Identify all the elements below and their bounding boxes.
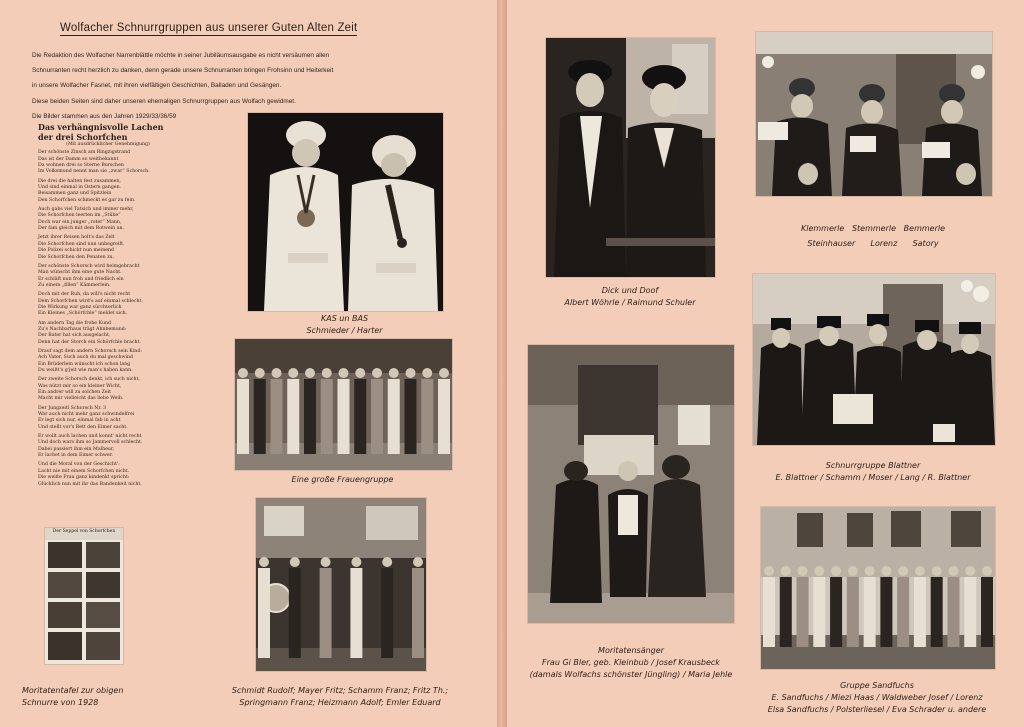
poem-line: Zu einem „fillen“ Kämmerlein. (38, 282, 111, 288)
figure-body (338, 379, 350, 454)
caption-kas-bas: KAS un BAS Schmieder / Harter (306, 314, 383, 335)
poem-title: Das verhängnisvolle Lachen der drei Schorfchen (38, 122, 164, 142)
figure-body (412, 568, 424, 658)
poem (38, 122, 178, 491)
poem-stanza (38, 207, 178, 232)
poem-line: Doch mit der Ruh, da will's nicht recht (38, 292, 131, 298)
poem-line: Glücklich nun mit ihr das Bandenkeit nicht. (38, 481, 142, 487)
poem-line: War auch nicht mehr ganz schwindelfrei (38, 412, 135, 418)
poem-line: Zu's Nachbarhaus trägt Ahnbemund: (38, 326, 127, 332)
poem-line: Der zweite Schorsch denkt, ich such nicht, (38, 377, 140, 383)
figure-body (320, 568, 332, 658)
figure-body (763, 577, 775, 647)
poem-stanza (38, 292, 178, 317)
poem-line: Und doch wars ihm so Jammervoll schlecht. (38, 440, 143, 446)
poem-body (38, 150, 178, 488)
poem-line: Die weiße Frau ganz kindenkt spricht: (38, 475, 130, 481)
poem-stanza (38, 462, 178, 487)
figure-body (421, 379, 433, 454)
poem-line: Auch gabs viel Tatsich und immer mehr, (38, 207, 134, 213)
figure-body (864, 577, 876, 647)
poem-line: Im Volksmund nennt man sie „zwar“ Schorsch. (38, 169, 150, 175)
figure-body (321, 379, 333, 454)
figure-head (831, 566, 841, 576)
poem-line: Der schönste Schorsch wird heimgebracht (38, 263, 140, 269)
figure-body (237, 379, 249, 454)
poem-line: Die Polizei schickt nun meinend (38, 248, 115, 254)
caption-klemmerle: Klemmerle Stemmerle Bemmerle Steinhauser Lorenz Satory (800, 224, 946, 248)
poem-line: Ach Vater, Such auch du mal geschwind (38, 355, 134, 361)
poem-stanza (38, 150, 178, 175)
photo-moritatensaenger (527, 344, 735, 624)
poem-line: Er wollt auch lachen und konnt' nicht recht (38, 434, 142, 440)
poem-line: Und sind einmal in Ostern gangen. (38, 185, 122, 191)
poem-line: Der Bater hat sich ausgelacht, (38, 333, 111, 339)
figure-head (798, 566, 808, 576)
poem-line: Er lachet in dem Eimer schwer. (38, 453, 113, 459)
poem-subtitle: (Mit ausdrücklicher Genehmigung) (66, 142, 150, 147)
caption-frauengruppe: Eine große Frauengruppe (291, 475, 394, 484)
figure-head (413, 557, 423, 567)
photo-klemmerle (755, 31, 993, 197)
figure-body (438, 379, 450, 454)
figure-body (271, 379, 283, 454)
figure-head (339, 368, 349, 378)
photo-sandfuchs (760, 506, 996, 670)
figure-head (814, 566, 824, 576)
poem-line: Die drei die halten fest zusammen, (38, 178, 121, 184)
figure-body (880, 577, 892, 647)
page-title: Wolfacher Schnurrgruppen aus unserer Guten Alten Zeit (60, 22, 358, 34)
page-fold (497, 0, 507, 727)
photo-band (255, 497, 427, 672)
poem-line: Die Wirkung war ganz sürchterlich (38, 304, 122, 310)
figure-head (982, 566, 992, 576)
poem-line: Du weißt's g'jeit wie man's haben kann. (38, 368, 133, 373)
figure-body (797, 577, 809, 647)
poem-line: Beisammen ganz und Spitzlein (38, 191, 112, 197)
tafel-header: Der Seppel von Schorfchen (52, 529, 116, 534)
caption-dick-doof: Dick und Doof Albert Wöhrle / Raimund Schuler (564, 286, 696, 307)
figure-head (764, 566, 774, 576)
figure-body (813, 577, 825, 647)
poem-line: Den Schorfchen schmeckt es gar zu fein. (38, 197, 136, 203)
figure-body (350, 568, 362, 658)
figure-head (355, 368, 365, 378)
caption-blattner: Schnurrgruppe Blattner E. Blattner / Schamm / Moser / Lang / R. Blattner (775, 461, 971, 482)
poem-line: Denn hat der Storch ein Schörfchle bracht. (38, 339, 141, 345)
poem-line: Macht mir vielleicht das liebe Weib. (38, 396, 124, 402)
poem-line: Dabei passiert ihm ein Malheur, (38, 446, 115, 452)
figure-body (780, 577, 792, 647)
figure-head (932, 566, 942, 576)
figure-head (865, 566, 875, 576)
poem-stanza (38, 349, 178, 374)
moritatentafel-image (44, 527, 124, 665)
poem-line: Jetzt ihrer Reisen holt's das Zelt (38, 235, 115, 241)
poem-line: Doch war ein junger „roter“ Mann, (38, 219, 122, 225)
figure-head (422, 368, 432, 378)
figure-head (321, 557, 331, 567)
figure-head (238, 368, 248, 378)
figure-head (290, 557, 300, 567)
poem-line: Er legt sich nur, einmal fab in acht (38, 418, 121, 424)
poem-line: Er schläft nun froh und friedlich ein (38, 276, 124, 282)
poem-line: Am andern Tag die frohe Kund (38, 320, 111, 326)
poem-stanza (38, 235, 178, 260)
poem-line: Die Schorfchen leerten im „Stübe“ (38, 213, 121, 219)
photo-dick-doof (545, 37, 716, 278)
poem-stanza (38, 179, 178, 204)
poem-line: Und die Moral von der Geschicht': (38, 462, 120, 468)
figure-body (981, 577, 993, 647)
figure-head (305, 368, 315, 378)
intro-line: Diese beiden Seiten sind daher unseren ehemaligen Schnurrgruppen aus Wolfach gewidmet. (32, 97, 296, 105)
poem-line: Ein Kleines „Schörfchle“ meldet sich. (38, 311, 128, 317)
photo-kas-bas (247, 112, 444, 312)
figure-head (272, 368, 282, 378)
poem-line: Dem Schorfchen wird's auf einmal schlecht. (38, 298, 143, 304)
figure-head (948, 566, 958, 576)
poem-line: Der fam gleich mit dem Rotwein an. (38, 226, 124, 232)
figure-body (931, 577, 943, 647)
figure-body (947, 577, 959, 647)
figure-body (897, 577, 909, 647)
figure-head (259, 557, 269, 567)
poem-line: Ein Brüderlein wünscht ich schon lang (38, 361, 131, 367)
figure-body (254, 379, 266, 454)
poem-line: Man wünscht ihm eine gute Nacht. (38, 270, 122, 276)
caption-sandfuchs: Gruppe Sandfuchs E. Sandfuchs / Miezi Haas / Waldweber Josef / Lorenz Elsa Sandfuchs / Polsterliesel / Eva Schrader u. andere (767, 681, 987, 714)
figure-head (288, 368, 298, 378)
poem-stanza (38, 434, 178, 459)
poem-line: Drauf sagt dem andern Schorsch sein Kind: (38, 348, 142, 354)
figure-body (847, 577, 859, 647)
intro-line: Die Bilder stammen aus den Jahren 1929/33/36/59 (32, 112, 177, 120)
figure-head (915, 566, 925, 576)
poem-stanza (38, 264, 178, 289)
figure-head (389, 368, 399, 378)
figure-head (372, 368, 382, 378)
figure-head (965, 566, 975, 576)
figure-head (848, 566, 858, 576)
poem-stanza (38, 406, 178, 431)
caption-moritatentafel: Moritatentafel zur obigen Schnurre von 1928 (22, 686, 124, 707)
figure-body (964, 577, 976, 647)
poem-line: Und stellt vor's Bett den Eimer sacht. (38, 424, 128, 430)
poem-line: Die Schorfchen den Penaten zu. (38, 254, 115, 260)
figure-body (258, 568, 270, 658)
intro-line: Die Redaktion des Wolfacher Narrenblättle möchte in seiner Jubiläumsausgabe es nicht versäumen allen (32, 52, 330, 59)
figure-head (898, 566, 908, 576)
intro-line: in unsere Wolfacher Fasnet, mit ihren vielfältigen Geschichten, Balladen und Gesängen. (32, 82, 282, 90)
figure-head (322, 368, 332, 378)
poem-line: Ein andrer will zu solchen Zeit (38, 390, 112, 396)
figure-head (406, 368, 416, 378)
poem-stanza (38, 321, 178, 346)
figure-head (781, 566, 791, 576)
poem-line: Die Schorfchen sind nun unbegreift. (38, 241, 125, 247)
poem-line: Lacht nie mit einem Schorfchen nicht. (38, 468, 130, 474)
poem-line: Der Jungzeitl Schorsch Nr. 3 (38, 405, 107, 411)
photo-frauengruppe (234, 338, 453, 471)
poem-line: Was nützt mir so ein kleiner Wicht, (38, 383, 122, 389)
caption-moritatensaenger: Moritatensänger Frau Gi Bler, geb. Kleinbub / Josef Krausbeck (damals Wolfachs schönster Jüngling) / Maria Jehle (529, 646, 733, 679)
intro-line: Schnurranten recht herzlich zu danken, denn gerade unsere Schnurranten bringen Frohsinn und Heiterkeit (32, 67, 334, 75)
figure-body (388, 379, 400, 454)
figure-body (354, 379, 366, 454)
figure-body (381, 568, 393, 658)
figure-head (881, 566, 891, 576)
figure-body (371, 379, 383, 454)
figure-body (289, 568, 301, 658)
poem-line: Das ist der Damm so weitbekannt (38, 156, 119, 162)
figure-head (255, 368, 265, 378)
poem-stanza (38, 377, 178, 402)
figure-head (439, 368, 449, 378)
figure-head (382, 557, 392, 567)
caption-band: Schmidt Rudolf; Mayer Fritz; Schamm Franz; Fritz Th.; Springmann Franz; Heizmann Adolf; Emler Eduard (231, 686, 449, 707)
poem-line: Da wohnen drei so Sterne Burschen (38, 163, 124, 169)
figure-body (287, 379, 299, 454)
photo-blattner (752, 273, 996, 446)
figure-body (304, 379, 316, 454)
poem-line: Der schönste Zinsch am Ringzigstrand (38, 150, 131, 156)
figure-body (914, 577, 926, 647)
figure-body (405, 379, 417, 454)
figure-body (830, 577, 842, 647)
figure-head (351, 557, 361, 567)
